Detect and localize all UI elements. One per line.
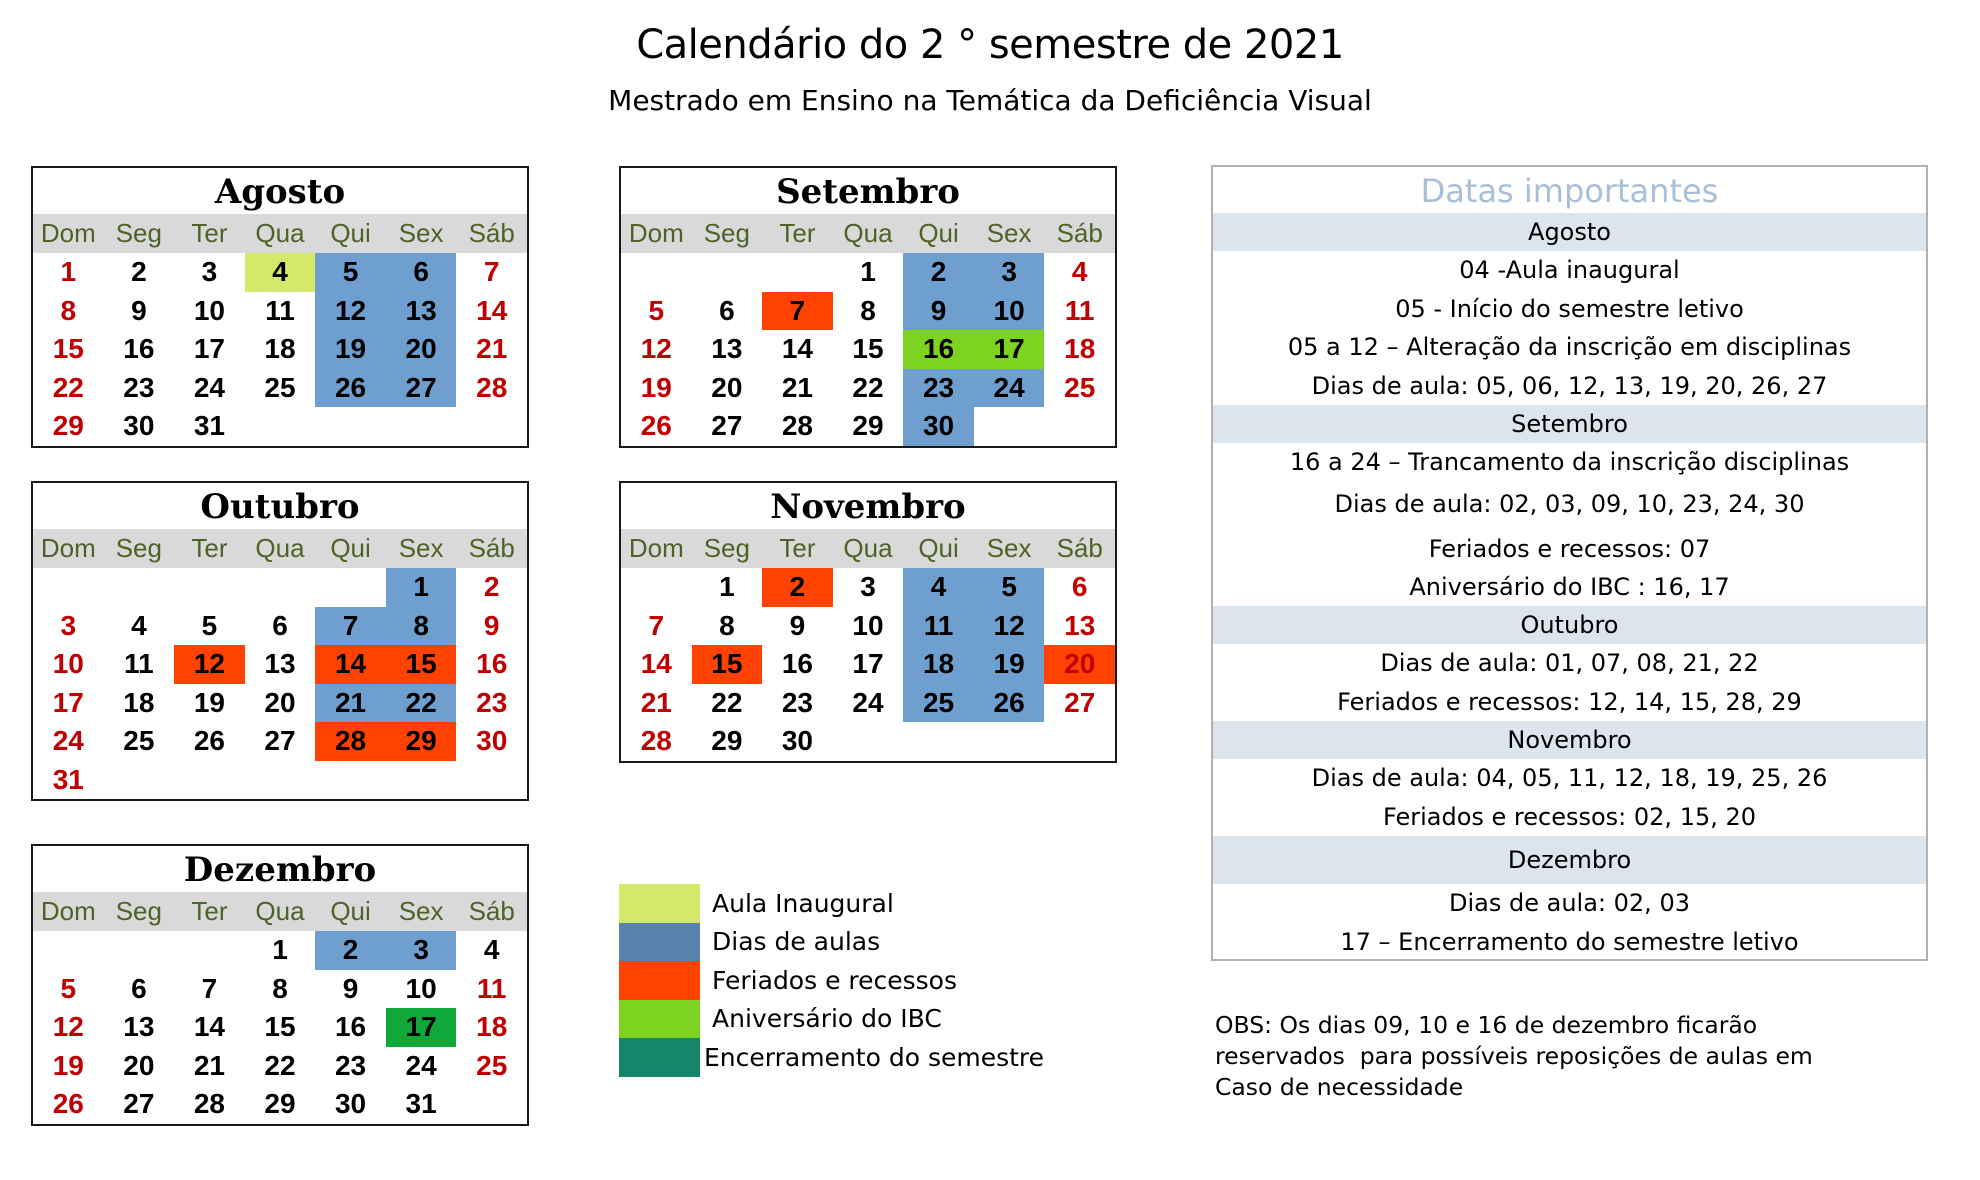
- legend-label: Dias de aulas: [712, 927, 881, 957]
- day-cell: 10: [193, 294, 225, 326]
- day-cell: 9: [342, 972, 359, 1004]
- legend-item-aula-inaugural: [619, 884, 1044, 923]
- calendar-outubro: [31, 481, 529, 801]
- empty-cell: [104, 931, 175, 970]
- day-cell: 13: [386, 292, 457, 331]
- date-item: 05 a 12 – Alteração da inscrição em disciplinas: [1287, 333, 1852, 361]
- day-cell: 22: [711, 686, 743, 718]
- calendar-month-title: Outubro: [200, 487, 360, 527]
- legend-label: Aula Inaugural: [712, 888, 894, 918]
- day-cell: 5: [201, 609, 218, 641]
- weekday-label: Qui: [330, 896, 371, 926]
- weekday-label: Qua: [843, 533, 893, 563]
- day-cell: 17: [193, 333, 225, 364]
- day-cell: 7: [315, 607, 386, 646]
- calendar-days-grid: [621, 253, 1115, 446]
- legend-swatch: [619, 1038, 700, 1077]
- date-item: Feriados e recessos: 12, 14, 15, 28, 29: [1337, 687, 1802, 716]
- weekday-header: [33, 214, 527, 253]
- day-cell: 4: [245, 253, 316, 292]
- day-cell: 28: [315, 722, 386, 761]
- day-cell: 23: [334, 1049, 367, 1081]
- day-cell: 21: [640, 686, 672, 718]
- day-cell: 14: [476, 294, 508, 326]
- date-item: Dias de aula: 02, 03, 09, 10, 23, 24, 30: [1334, 489, 1805, 518]
- day-cell: 11: [1064, 294, 1095, 326]
- legend-label: Aniversário do IBC: [712, 1004, 942, 1034]
- important-dates-panel: [1211, 165, 1928, 961]
- day-cell: 26: [193, 725, 225, 756]
- day-cell: 6: [386, 253, 457, 292]
- day-cell: 23: [903, 369, 974, 408]
- date-item: Feriados e recessos: 02, 15, 20: [1382, 802, 1757, 831]
- day-cell: 4: [903, 568, 974, 607]
- day-cell: 3: [386, 931, 457, 970]
- day-cell: 17: [386, 1008, 457, 1047]
- day-cell: 24: [405, 1049, 437, 1081]
- day-cell: 21: [193, 1049, 225, 1081]
- date-item: 04 -Aula inaugural: [1459, 256, 1680, 284]
- day-cell: 1: [860, 256, 876, 287]
- day-cell: 18: [903, 645, 974, 684]
- weekday-label: Ter: [779, 533, 816, 563]
- day-cell: 10: [405, 972, 437, 1004]
- day-cell: 16: [123, 333, 155, 364]
- weekday-label: Qua: [255, 896, 305, 926]
- day-cell: 20: [123, 1049, 155, 1081]
- day-cell: 2: [762, 568, 833, 607]
- obs-line: reservados para possíveis reposições de aulas em: [1215, 1042, 1813, 1070]
- day-cell: 14: [193, 1011, 225, 1042]
- day-cell: 15: [386, 645, 457, 684]
- section-month-dezembro: Dezembro: [1213, 836, 1926, 884]
- calendar-month-title: Setembro: [776, 172, 960, 212]
- day-cell: 10: [852, 609, 884, 641]
- date-item: 16 a 24 – Trancamento da inscrição disciplinas: [1289, 448, 1850, 476]
- calendar-month-title: Dezembro: [183, 850, 377, 890]
- section-month-outubro: Outubro: [1213, 606, 1926, 644]
- weekday-label: Sex: [398, 218, 444, 248]
- page-subtitle: Mestrado em Ensino na Temática da Deficiência Visual: [608, 84, 1372, 117]
- day-cell: 15: [852, 333, 884, 364]
- calendar-month-title: Novembro: [770, 487, 966, 527]
- day-cell: 24: [852, 686, 884, 718]
- day-cell: 25: [903, 684, 974, 723]
- day-cell: 19: [52, 1049, 84, 1081]
- day-cell: 10: [974, 292, 1045, 331]
- day-cell: 3: [201, 256, 218, 287]
- day-cell: 26: [315, 369, 386, 408]
- day-cell: 9: [131, 294, 147, 326]
- legend-swatch: [619, 884, 700, 923]
- day-cell: 2: [131, 256, 147, 287]
- calendar-dezembro: [31, 844, 529, 1126]
- day-cell: 19: [640, 371, 672, 403]
- day-cell: 14: [781, 333, 813, 364]
- date-item: 17 – Encerramento do semestre letivo: [1340, 927, 1799, 956]
- day-cell: 8: [272, 972, 288, 1004]
- weekday-label: Ter: [779, 218, 816, 248]
- day-cell: 18: [264, 333, 296, 364]
- date-item: Dias de aula: 04, 05, 11, 12, 18, 19, 25, 26: [1311, 764, 1828, 792]
- day-cell: 8: [60, 294, 77, 326]
- weekday-label: Seg: [115, 218, 162, 248]
- day-cell: 28: [476, 371, 508, 403]
- day-cell: 12: [52, 1011, 84, 1042]
- day-cell: 25: [264, 371, 296, 403]
- day-cell: 3: [860, 571, 876, 602]
- calendar-novembro: [619, 481, 1117, 763]
- day-cell: 24: [193, 371, 225, 403]
- weekday-label: Sex: [398, 533, 444, 563]
- day-cell: 21: [781, 371, 813, 403]
- day-cell: 14: [640, 648, 672, 679]
- day-cell: 27: [711, 410, 743, 441]
- weekday-label: Dom: [40, 896, 96, 926]
- section-month-agosto: Agosto: [1213, 213, 1926, 251]
- day-cell: 25: [1064, 371, 1096, 403]
- empty-cell: [692, 253, 763, 292]
- calendar-days-grid: [33, 253, 527, 446]
- obs-line: OBS: Os dias 09, 10 e 16 de dezembro ficarão: [1215, 1011, 1758, 1039]
- day-cell: 30: [334, 1088, 367, 1119]
- weekday-label: Sáb: [468, 533, 515, 563]
- day-cell: 6: [719, 294, 735, 326]
- important-dates-title: Datas importantes: [1420, 172, 1719, 210]
- day-cell: 17: [852, 648, 884, 679]
- day-cell: 1: [272, 934, 288, 965]
- weekday-label: Dom: [40, 533, 96, 563]
- day-cell: 1: [386, 568, 457, 607]
- empty-cell: [174, 568, 245, 607]
- day-cell: 12: [640, 333, 672, 364]
- weekday-header: [33, 529, 527, 568]
- day-cell: 10: [52, 648, 84, 679]
- weekday-label: Sáb: [1056, 533, 1103, 563]
- weekday-header: [621, 214, 1115, 253]
- day-cell: 27: [264, 725, 296, 756]
- day-cell: 22: [52, 371, 84, 403]
- day-cell: 17: [974, 330, 1045, 369]
- day-cell: 13: [264, 648, 296, 679]
- legend-label: Encerramento do semestre: [704, 1042, 1045, 1072]
- day-cell: 29: [386, 722, 457, 761]
- weekday-label: Ter: [191, 533, 228, 563]
- day-cell: 7: [483, 256, 500, 287]
- day-cell: 4: [131, 609, 147, 641]
- day-cell: 16: [781, 648, 813, 679]
- day-cell: 28: [781, 410, 813, 441]
- day-cell: 5: [60, 972, 77, 1004]
- day-cell: 20: [264, 686, 296, 718]
- day-cell: 7: [762, 292, 833, 331]
- day-cell: 13: [123, 1011, 155, 1042]
- day-cell: 30: [781, 725, 813, 756]
- day-cell: 6: [131, 972, 147, 1004]
- legend-swatch: [619, 923, 700, 962]
- day-cell: 25: [123, 725, 155, 756]
- day-cell: 27: [123, 1088, 155, 1119]
- weekday-label: Qua: [843, 218, 893, 248]
- day-cell: 9: [789, 609, 806, 641]
- day-cell: 16: [903, 330, 974, 369]
- weekday-label: Sáb: [1056, 218, 1103, 248]
- day-cell: 5: [315, 253, 386, 292]
- calendar-month-title: Agosto: [214, 172, 346, 212]
- weekday-label: Sáb: [468, 218, 515, 248]
- legend-label: Feriados e recessos: [712, 965, 958, 995]
- weekday-label: Qui: [330, 533, 371, 563]
- day-cell: 22: [386, 684, 457, 723]
- legend-swatch: [619, 1000, 700, 1039]
- day-cell: 23: [476, 686, 508, 718]
- section-month-novembro: Novembro: [1213, 721, 1926, 759]
- date-item: Dias de aula: 01, 07, 08, 21, 22: [1380, 649, 1759, 677]
- empty-cell: [315, 568, 386, 607]
- day-cell: 29: [711, 725, 743, 756]
- day-cell: 2: [315, 931, 386, 970]
- weekday-label: Seg: [115, 533, 162, 563]
- calendar-days-grid: [33, 931, 527, 1124]
- day-cell: 27: [1064, 686, 1096, 718]
- day-cell: 15: [264, 1011, 296, 1042]
- day-cell: 26: [640, 410, 672, 441]
- day-cell: 16: [334, 1011, 367, 1042]
- day-cell: 5: [974, 568, 1045, 607]
- day-cell: 6: [1071, 571, 1088, 602]
- empty-cell: [104, 568, 175, 607]
- day-cell: 19: [193, 686, 225, 718]
- empty-cell: [33, 931, 104, 970]
- day-cell: 30: [476, 725, 508, 756]
- day-cell: 8: [860, 294, 876, 326]
- weekday-label: Dom: [628, 533, 684, 563]
- day-cell: 12: [174, 645, 245, 684]
- empty-cell: [621, 568, 692, 607]
- day-cell: 7: [201, 972, 218, 1004]
- day-cell: 30: [903, 407, 974, 446]
- day-cell: 19: [974, 645, 1045, 684]
- weekday-label: Sáb: [468, 896, 515, 926]
- date-item: Dias de aula: 05, 06, 12, 13, 19, 20, 26, 27: [1311, 371, 1828, 400]
- weekday-label: Seg: [115, 896, 162, 926]
- weekday-label: Qui: [918, 218, 959, 248]
- weekday-label: Seg: [703, 218, 750, 248]
- weekday-label: Seg: [703, 533, 750, 563]
- calendar-days-grid: [621, 568, 1115, 761]
- day-cell: 15: [692, 645, 763, 684]
- date-item: Feriados e recessos: 07: [1428, 534, 1711, 563]
- day-cell: 15: [52, 333, 84, 364]
- obs-line: Caso de necessidade: [1215, 1073, 1464, 1101]
- day-cell: 13: [1064, 609, 1096, 641]
- empty-cell: [762, 253, 833, 292]
- day-cell: 30: [123, 410, 155, 441]
- day-cell: 28: [640, 725, 672, 756]
- legend-item-encerramento: [619, 1038, 1044, 1077]
- weekday-header: [621, 529, 1115, 568]
- day-cell: 26: [974, 684, 1045, 723]
- day-cell: 29: [264, 1088, 296, 1119]
- day-cell: 4: [1071, 256, 1088, 287]
- day-cell: 2: [903, 253, 974, 292]
- date-item: Aniversário do IBC : 16, 17: [1409, 572, 1730, 601]
- day-cell: 18: [476, 1011, 508, 1042]
- page-title: Calendário do 2 ° semestre de 2021: [636, 22, 1344, 68]
- day-cell: 20: [1044, 645, 1115, 684]
- day-cell: 9: [483, 609, 500, 641]
- calendar-days-grid: [33, 568, 527, 799]
- calendar-setembro: [619, 166, 1117, 448]
- weekday-label: Sex: [986, 218, 1032, 248]
- weekday-label: Qui: [330, 218, 371, 248]
- day-cell: 13: [711, 333, 743, 364]
- empty-cell: [245, 568, 316, 607]
- day-cell: 11: [124, 648, 154, 679]
- day-cell: 29: [852, 410, 884, 441]
- day-cell: 1: [60, 256, 77, 287]
- day-cell: 11: [903, 607, 974, 646]
- weekday-label: Sex: [986, 533, 1032, 563]
- weekday-label: Qua: [255, 533, 305, 563]
- day-cell: 16: [476, 648, 508, 679]
- day-cell: 31: [405, 1088, 437, 1119]
- day-cell: 24: [974, 369, 1045, 408]
- day-cell: 18: [123, 686, 155, 718]
- date-item: 05 - Início do semestre letivo: [1395, 294, 1744, 323]
- day-cell: 9: [903, 292, 974, 331]
- day-cell: 12: [974, 607, 1045, 646]
- legend-item-feriados: [619, 961, 1044, 1000]
- weekday-label: Ter: [191, 896, 228, 926]
- day-cell: 24: [52, 725, 84, 756]
- day-cell: 20: [711, 371, 743, 403]
- day-cell: 1: [719, 571, 735, 602]
- weekday-label: Qui: [918, 533, 959, 563]
- calendar-agosto: [31, 166, 529, 448]
- day-cell: 17: [52, 686, 84, 718]
- day-cell: 5: [648, 294, 665, 326]
- day-cell: 31: [193, 410, 225, 441]
- day-cell: 12: [315, 292, 386, 331]
- day-cell: 26: [52, 1088, 84, 1119]
- day-cell: 27: [386, 369, 457, 408]
- empty-cell: [174, 931, 245, 970]
- empty-cell: [33, 568, 104, 607]
- weekday-label: Ter: [191, 218, 228, 248]
- date-item: Dias de aula: 02, 03: [1449, 889, 1690, 917]
- day-cell: 20: [386, 330, 457, 369]
- day-cell: 28: [193, 1088, 225, 1119]
- legend-swatch: [619, 961, 700, 1000]
- weekday-header: [33, 892, 527, 931]
- observation-note: [1215, 1010, 1915, 1103]
- day-cell: 21: [315, 684, 386, 723]
- day-cell: 8: [386, 607, 457, 646]
- day-cell: 25: [476, 1049, 508, 1081]
- section-month-setembro: Setembro: [1213, 405, 1926, 443]
- day-cell: 22: [264, 1049, 296, 1081]
- day-cell: 7: [648, 609, 665, 641]
- day-cell: 21: [476, 333, 508, 364]
- weekday-label: Qua: [255, 218, 305, 248]
- day-cell: 3: [60, 609, 77, 641]
- weekday-label: Dom: [628, 218, 684, 248]
- day-cell: 4: [483, 934, 500, 965]
- day-cell: 11: [476, 972, 507, 1004]
- day-cell: 22: [852, 371, 884, 403]
- day-cell: 8: [719, 609, 735, 641]
- day-cell: 23: [123, 371, 155, 403]
- day-cell: 6: [272, 609, 288, 641]
- legend-item-aniversario-ibc: [619, 1000, 1044, 1039]
- day-cell: 19: [315, 330, 386, 369]
- weekday-label: Sex: [398, 896, 444, 926]
- day-cell: 29: [52, 410, 84, 441]
- day-cell: 11: [265, 294, 295, 326]
- legend-item-dias-de-aulas: [619, 923, 1044, 962]
- day-cell: 23: [781, 686, 813, 718]
- day-cell: 18: [1064, 333, 1096, 364]
- day-cell: 2: [483, 571, 500, 602]
- weekday-label: Dom: [40, 218, 96, 248]
- day-cell: 31: [52, 763, 84, 795]
- empty-cell: [621, 253, 692, 292]
- legend: [619, 884, 1044, 1077]
- day-cell: 14: [315, 645, 386, 684]
- day-cell: 3: [974, 253, 1045, 292]
